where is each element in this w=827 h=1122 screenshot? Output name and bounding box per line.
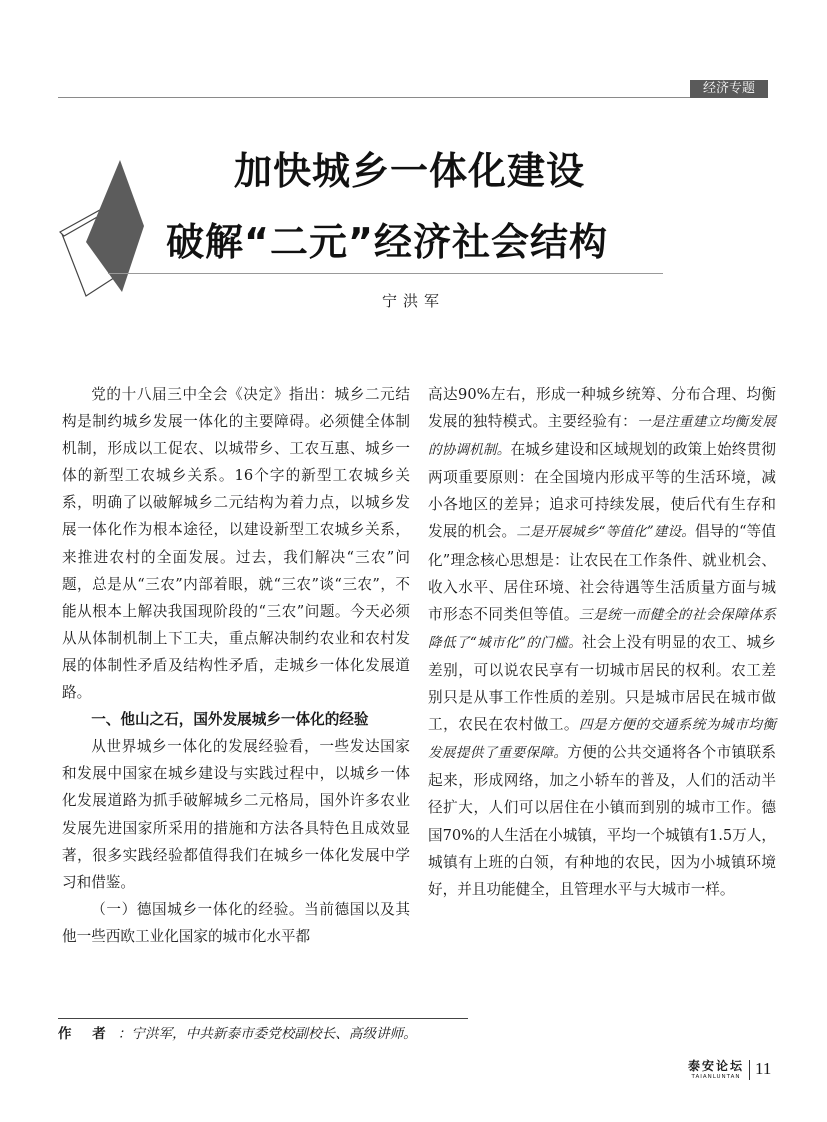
text-run: 倡导的“等值化”理念核心思想是：让农民在工作条件、就业机会、收入水平、居住环境、社会待遇等生活质量方面与城市形态不同类但等值。 [428,523,776,623]
footnote-rule [58,1018,468,1019]
title-line-1: 加快城乡一体化建设 [234,149,586,193]
footnote-text: ：宁洪军，中共新泰市委党校副校长、高级讲师。 [117,1026,417,1042]
diamond-decoration [56,156,148,302]
journal-name-pinyin: TAIANLUNTAN [691,1074,741,1080]
page-number: 11 [755,1059,772,1078]
author-name: 宁洪军 [381,292,445,310]
text-run: 在城乡建设和区域规划的政策上始终贯彻两项重要原则：在全国境内形成平等的生活环境，减小各地区的差异；追求可持续发展，使后代有生存和发展的机会。 [428,441,776,541]
right-column [428,381,776,903]
emphasis-run: 一是注重建立均衡发展的协调机制。 [428,414,776,459]
paragraph: 从世界城乡一体化的发展经验看，一些发达国家和发展中国家在城乡建设与实践过程中，以城乡一体化发展道路为抓手破解城乡二元格局，国外许多农业发展先进国家所采用的措施和方法各具特色且成效显著，很多实践经验都值得我们在城乡一体化发展中学习和借鉴。 [62,738,410,891]
journal-name: 泰安论坛 [688,1059,745,1073]
left-column [62,381,410,950]
text-run: 高达90%左右，形成一种城乡统筹、分布合理、均衡发展的独特模式。主要经验有： [428,386,776,431]
emphasis-run: 四是方便的交通系统为城市均衡发展提供了重要保障。 [428,717,776,762]
author-footnote [58,1024,758,1044]
emphasis-run: 三是统一而健全的社会保障体系降低了“城市化”的门槛。 [428,606,776,651]
text-run: 方便的公共交通将各个市镇联系起来，形成网络，加之小轿车的普及，人们的活动半径扩大，人们可以居住在小镇而到别的城市工作。德国70%的人生活在小城镇，平均一个城镇有1.5万人，城镇有上班的白领，有种地的农民，因为小城镇环境好，并且功能健全，且管理水平与大城市一样。 [428,744,776,898]
paragraph: （一）德国城乡一体化的经验。当前德国以及其他一些西欧工业化国家的城市化水平都 [62,900,410,945]
emphasis-run: 二是开展城乡“等值化”建设。 [516,524,695,541]
footnote-label: 作 者 [58,1026,114,1042]
title-rule [108,273,663,274]
journal-brand [688,1059,744,1081]
paragraph [428,381,776,903]
paragraph: 党的十八届三中全会《决定》指出：城乡二元结构是制约城乡发展一体化的主要障碍。必须健全体制机制，形成以工促农、以城带乡、工农互惠、城乡一体的新型工农城乡关系。16个字的新型工农城乡关系，明确了以破解城乡二元结构为着力点，以城乡发展一体化作为根本途径，以建设新型工农城乡关系，来推进农村的全面发展。过去，我们解决“三农”问题，总是从“三农”内部着眼，就“三农”谈“三农”，不能从根本上解决我国现阶段的“三农”问题。今天必须从从体制机制上下工夫，重点解决制约农业和农村发展的体制性矛盾及结构性矛盾，走城乡一体化发展道路。 [62,386,410,702]
title-line-2: 破解“二元”经济社会结构 [166,220,608,264]
footer-separator [749,1060,750,1080]
section-heading: 一、他山之石，国外发展城乡一体化的经验 [91,711,369,729]
section-tag: 经济专题 [690,80,768,98]
text-run: 社会上没有明显的农工、城乡差别，可以说农民享有一切城市居民的权利。农工差别只是从事工作性质的差别。只是城市居民在城市做工，农民在农村做工。 [428,633,776,734]
header-rule [58,97,768,98]
